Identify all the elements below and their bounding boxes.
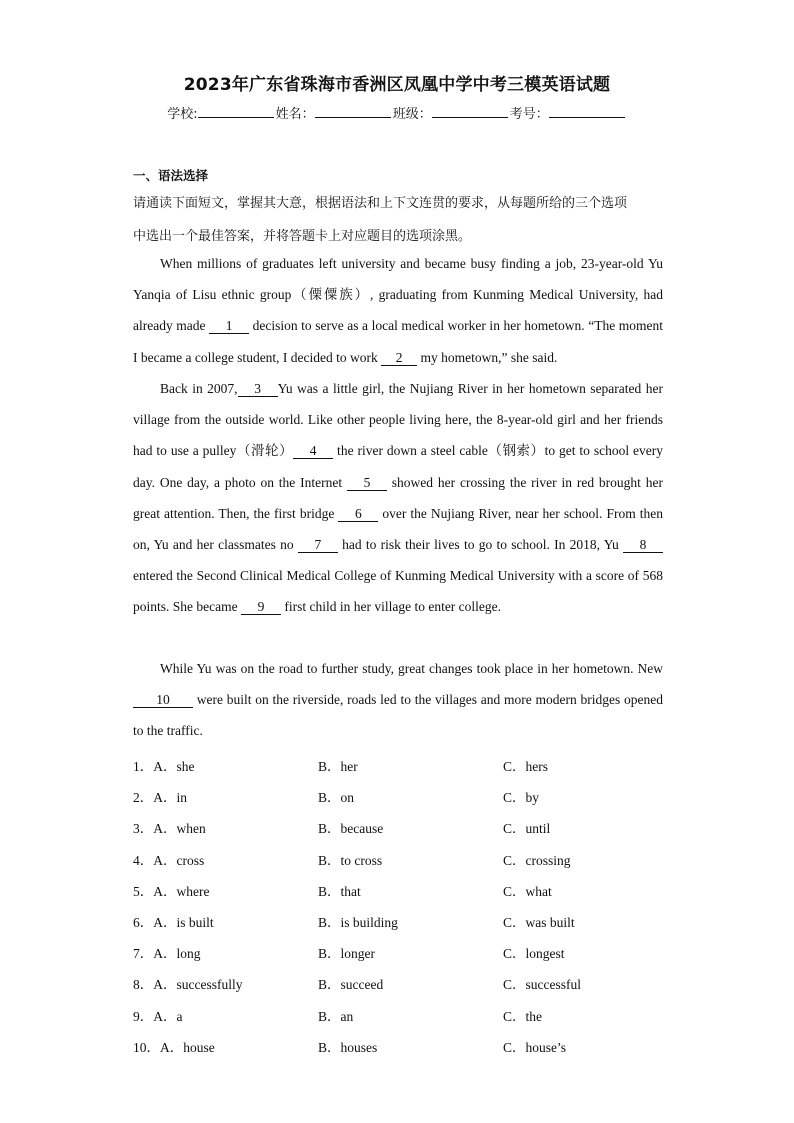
option-a-text: A．she xyxy=(153,759,195,774)
question-row xyxy=(133,1005,673,1025)
passage-paragraph-1 xyxy=(133,248,663,373)
question-row xyxy=(133,880,673,900)
page-title: 2023年广东省珠海市香洲区凤凰中学中考三模英语试题 xyxy=(183,75,611,95)
option-a[interactable] xyxy=(133,880,209,900)
instruction-line-1: 请通读下面短文，掌握其大意，根据语法和上下文连贯的要求，从每题所给的三个选项 xyxy=(133,196,628,211)
option-a[interactable] xyxy=(133,973,242,993)
option-c[interactable]: C．longest xyxy=(503,946,565,962)
question-number: 6． xyxy=(133,915,154,930)
question-number: 10． xyxy=(133,1039,160,1055)
instruction-line-2: 中选出一个最佳答案，并将答题卡上对应题目的选项涂黑。 xyxy=(133,229,472,244)
question-number: 3． xyxy=(133,821,154,837)
option-b[interactable]: B．houses xyxy=(318,1039,378,1055)
option-c[interactable]: C．what xyxy=(503,883,552,899)
question-number: 7． xyxy=(133,946,154,962)
blank-1: 1 xyxy=(209,319,249,334)
text: entered the Second Clinical Medical College of Kunming Medical University with a score of 568 points. She became xyxy=(133,568,663,615)
blank-6: 6 xyxy=(338,507,378,522)
question-number: 9． xyxy=(133,1008,154,1024)
option-a[interactable] xyxy=(133,817,206,837)
option-a[interactable] xyxy=(133,1036,215,1056)
option-c[interactable]: C．the xyxy=(503,1008,542,1024)
option-a[interactable] xyxy=(133,755,195,775)
question-number: 2． xyxy=(133,790,154,806)
question-row xyxy=(133,1036,673,1056)
option-b[interactable]: B．succeed xyxy=(318,977,384,993)
option-a-text: A．long xyxy=(153,946,201,962)
question-row xyxy=(133,942,673,962)
option-c[interactable]: C．hers xyxy=(503,759,548,774)
question-number: 1． xyxy=(133,759,154,774)
text: my hometown,” she said. xyxy=(417,349,558,365)
option-b[interactable]: B．on xyxy=(318,790,355,806)
question-row xyxy=(133,817,673,837)
question-row xyxy=(133,973,673,993)
option-b[interactable]: B．is building xyxy=(318,915,398,930)
option-a-text: A．is built xyxy=(153,915,214,930)
blank-2: 2 xyxy=(381,351,417,366)
blank-3: 3 xyxy=(238,382,278,397)
question-number: 5． xyxy=(133,883,154,899)
text: While Yu was on the road to further study, great changes took place in her hometown. New xyxy=(160,661,663,676)
blank-4: 4 xyxy=(293,444,333,459)
option-c[interactable]: C．crossing xyxy=(503,852,571,868)
section-heading: 一、语法选择 xyxy=(133,168,209,183)
text: Back in 2007, xyxy=(160,381,238,396)
question-row xyxy=(133,755,673,775)
option-c[interactable]: C．successful xyxy=(503,977,581,993)
option-a-text: A．when xyxy=(153,821,206,837)
name-label: 姓名： xyxy=(275,107,315,122)
text: decision to serve as a local medical worker in her hometown. “The moment I became a college student, I decided to work xyxy=(133,318,663,365)
question-number: 4． xyxy=(133,852,154,868)
student-info-line xyxy=(0,103,794,122)
number-blank[interactable] xyxy=(549,105,625,118)
option-c[interactable]: C．until xyxy=(503,821,551,837)
class-label: 班级： xyxy=(392,107,432,122)
option-a-text: A．house xyxy=(160,1039,215,1055)
blank-9: 9 xyxy=(241,600,281,615)
option-c[interactable]: C．was built xyxy=(503,915,575,930)
text: over the Nujiang River, near her school. From then on, Yu and her classmates no xyxy=(133,505,663,553)
text: first child in her village to enter college. xyxy=(280,599,502,615)
option-b[interactable]: B．because xyxy=(318,821,384,837)
text: Yu was a little girl, the Nujiang River in her hometown separated her village from the outside world. Like other people living here, the 8-year-old girl and her friends had to use a pulley（滑轮） xyxy=(133,381,663,459)
text: had to risk their lives to go to school. In 2018, Yu xyxy=(337,537,623,553)
text: When millions of graduates left university and became busy finding a job, 23-year-old Yu Yanqia of Lisu ethnic group（傈僳族）, graduating from Kunming Medical University, had already made xyxy=(133,256,663,334)
number-label: 考号： xyxy=(509,107,549,122)
blank-8: 8 xyxy=(623,538,663,553)
text: were built on the riverside, roads led to the villages and more modern bridges opened to the traffic. xyxy=(133,692,663,739)
blank-10: 10 xyxy=(133,693,193,708)
text: the river down a steel cable（钢索）to get to school every day. One day, a photo on the Internet xyxy=(133,443,663,490)
blank-7: 7 xyxy=(298,538,338,553)
text: showed her crossing the river in red brought her great attention. Then, the first bridge xyxy=(133,474,663,521)
option-c[interactable]: C．by xyxy=(503,790,540,806)
option-a[interactable] xyxy=(133,911,214,931)
option-a-text: A．successfully xyxy=(153,977,243,993)
question-row xyxy=(133,786,673,806)
name-blank[interactable] xyxy=(315,105,391,118)
question-row xyxy=(133,849,673,869)
blank-5: 5 xyxy=(347,476,387,491)
option-b[interactable]: B．to cross xyxy=(318,852,383,868)
option-b[interactable]: B．that xyxy=(318,883,361,899)
option-a-text: A．in xyxy=(153,790,187,806)
option-a-text: A．cross xyxy=(153,852,205,868)
option-a-text: A．where xyxy=(153,883,210,899)
question-number: 8． xyxy=(133,977,154,993)
class-blank[interactable] xyxy=(432,105,508,118)
school-blank[interactable] xyxy=(198,105,274,118)
option-a[interactable] xyxy=(133,786,187,806)
option-b[interactable]: B．an xyxy=(318,1008,354,1024)
school-label: 学校: xyxy=(167,107,198,122)
passage-paragraph-2 xyxy=(133,373,663,623)
option-c[interactable]: C．house’s xyxy=(503,1039,567,1055)
passage-paragraph-3 xyxy=(133,653,663,747)
question-row xyxy=(133,911,673,931)
option-b[interactable]: B．her xyxy=(318,759,358,774)
option-a-text: A．a xyxy=(153,1008,183,1024)
option-b[interactable]: B．longer xyxy=(318,946,375,962)
option-a[interactable] xyxy=(133,849,204,869)
option-a[interactable] xyxy=(133,942,201,962)
option-a[interactable] xyxy=(133,1005,183,1025)
